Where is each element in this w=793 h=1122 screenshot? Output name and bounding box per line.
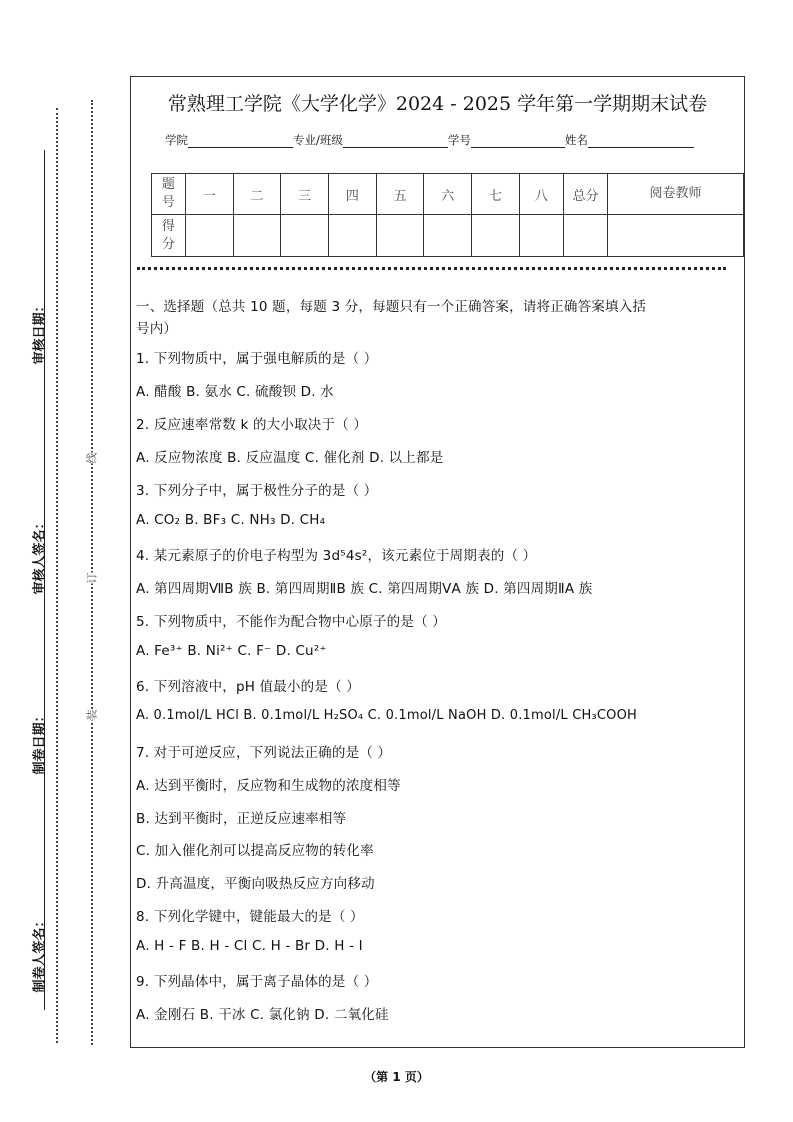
score-cell-4[interactable] <box>329 215 377 257</box>
exam-title: 常熟理工学院《大学化学》2024 - 2025 学年第一学期期末试卷 <box>167 93 708 115</box>
binding-mark-staple: 订 <box>85 572 99 584</box>
major-class-label: 专业/班级 <box>293 133 343 147</box>
score-col-3: 三 <box>281 174 329 215</box>
score-table-score-header: 得分 <box>152 215 186 257</box>
score-col-8: 八 <box>519 174 563 215</box>
exam-maker-signature-label: 制卷人签名： <box>32 914 48 993</box>
header-separator <box>137 267 726 270</box>
exam-frame <box>130 76 745 1048</box>
question-7: 7. 对于可逆反应，下列说法正确的是（ ） <box>136 745 392 761</box>
score-table-row-header: 题号 <box>152 174 186 215</box>
score-cell-grader[interactable] <box>608 215 744 257</box>
name-label: 姓名 <box>564 133 588 147</box>
score-col-7: 七 <box>472 174 520 215</box>
page-number: （第 1 页） <box>364 1070 429 1084</box>
question-6-options: A. 0.1mol/L HCl B. 0.1mol/L H₂SO₄ C. 0.1mol/L NaOH D. 0.1mol/L CH₃COOH <box>136 708 637 723</box>
score-col-grader: 阅卷教师 <box>608 174 744 215</box>
question-5-options: A. Fe³⁺ B. Ni²⁺ C. F⁻ D. Cu²⁺ <box>136 643 327 659</box>
question-4: 4. 某元素原子的价电子构型为 3d⁵4s²，该元素位于周期表的（ ） <box>136 548 537 564</box>
reviewer-signature-label: 审核人签名： <box>32 516 48 595</box>
question-2: 2. 反应速率常数 k 的大小取决于（ ） <box>136 417 368 433</box>
student-id-label: 学号 <box>447 133 471 147</box>
question-1: 1. 下列物质中，属于强电解质的是（ ） <box>136 351 378 367</box>
question-8: 8. 下列化学键中，键能最大的是（ ） <box>136 909 364 925</box>
name-field[interactable] <box>588 135 694 148</box>
score-col-1: 一 <box>185 174 233 215</box>
score-col-6: 六 <box>424 174 472 215</box>
student-info-row <box>165 132 694 148</box>
question-1-options: A. 醋酸 B. 氨水 C. 硫酸钡 D. 水 <box>136 384 334 400</box>
score-cell-1[interactable] <box>185 215 233 257</box>
question-5: 5. 下列物质中，不能作为配合物中心原子的是（ ） <box>136 614 446 630</box>
binding-mark-bind: 装 <box>85 709 99 721</box>
score-cell-6[interactable] <box>424 215 472 257</box>
question-2-options: A. 反应物浓度 B. 反应温度 C. 催化剂 D. 以上都是 <box>136 450 444 466</box>
score-cell-3[interactable] <box>281 215 329 257</box>
question-7-option-d: D. 升高温度，平衡向吸热反应方向移动 <box>136 876 375 892</box>
student-id-field[interactable] <box>471 135 565 148</box>
college-field[interactable] <box>188 135 293 148</box>
score-col-total: 总分 <box>563 174 607 215</box>
exam-date-label: 制卷日期： <box>32 709 48 775</box>
score-cell-8[interactable] <box>519 215 563 257</box>
margin-dotted-line-outer <box>56 108 58 1043</box>
question-6: 6. 下列溶液中，pH 值最小的是（ ） <box>136 679 360 695</box>
question-7-option-a: A. 达到平衡时，反应物和生成物的浓度相等 <box>136 778 401 794</box>
score-cell-total[interactable] <box>563 215 607 257</box>
score-col-5: 五 <box>376 174 424 215</box>
question-7-option-b: B. 达到平衡时，正逆反应速率相等 <box>136 811 347 827</box>
score-cell-2[interactable] <box>233 215 281 257</box>
question-3: 3. 下列分子中，属于极性分子的是（ ） <box>136 483 378 499</box>
score-table <box>151 173 744 257</box>
section1-heading-line2: 号内） <box>136 321 178 337</box>
college-label: 学院 <box>165 133 188 147</box>
score-cell-5[interactable] <box>376 215 424 257</box>
question-7-option-c: C. 加入催化剂可以提高反应物的转化率 <box>136 843 374 859</box>
score-cell-7[interactable] <box>472 215 520 257</box>
question-4-options: A. 第四周期ⅦB 族 B. 第四周期ⅡB 族 C. 第四周期ⅤA 族 D. 第四周期ⅡA 族 <box>136 581 593 597</box>
question-8-options: A. H - F B. H - Cl C. H - Br D. H - I <box>136 938 363 954</box>
score-col-4: 四 <box>329 174 377 215</box>
major-class-field[interactable] <box>343 135 448 148</box>
review-date-label: 审核日期： <box>32 299 48 365</box>
binding-mark-line: 线 <box>85 452 99 464</box>
question-9: 9. 下列晶体中，属于离子晶体的是（ ） <box>136 974 378 990</box>
question-3-options: A. CO₂ B. BF₃ C. NH₃ D. CH₄ <box>136 512 326 528</box>
section1-heading-line1: 一、选择题（总共 10 题，每题 3 分，每题只有一个正确答案，请将正确答案填入括 <box>136 299 647 315</box>
score-col-2: 二 <box>233 174 281 215</box>
question-9-options: A. 金刚石 B. 干冰 C. 氯化钠 D. 二氧化硅 <box>136 1007 389 1023</box>
